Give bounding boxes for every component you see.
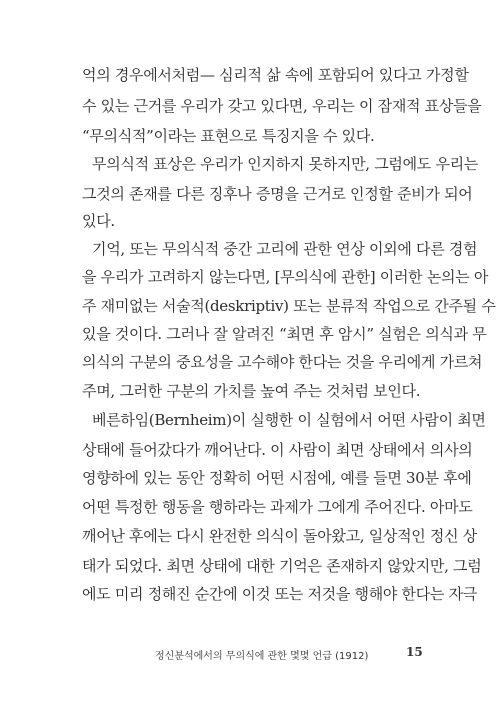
text-line: 기억, 또는 무의식적 중간 고리에 관한 연상 이외에 다른 경험 [92,240,478,258]
text-line: “무의식적”이라는 표현으로 특징지을 수 있다. [82,127,375,145]
text-line: 주 재미없는 서술적(deskriptiv) 또는 분류적 작업으로 간주될 수 [82,297,496,315]
text-line: 을 우리가 고려하지 않는다면, [무의식에 관한] 이러한 논의는 아 [82,268,489,286]
text-line: 있다. [82,212,115,230]
text-line: 있을 것이다. 그러나 잘 알려진 “최면 후 암시” 실험은 의식과 무 [82,325,487,343]
text-line: 베른하임(Bernheim)이 실행한 이 실험에서 어떤 사람이 최면 [92,411,486,429]
text-line: 무의식적 표상은 우리가 인지하지 못하지만, 그럼에도 우리는 [92,155,479,173]
text-line: 억의 경우에서처럼— 심리적 삶 속에 포함되어 있다고 가정할 [82,66,469,84]
page-number: 15 [406,645,423,659]
text-line: 깨어난 후에는 다시 완전한 의식이 돌아왔고, 일상적인 정신 상 [82,527,477,545]
running-title: 정신분석에서의 무의식에 관한 몇몇 언급 (1912) [155,651,369,662]
text-line: 영향하에 있는 동안 정확히 어떤 시점에, 예를 들면 30분 후에 [82,469,472,487]
text-line: 태가 되었다. 최면 상태에 대한 기억은 존재하지 않았지만, 그럼 [82,557,482,575]
text-line: 그것의 존재를 다른 징후나 증명을 근거로 인정할 준비가 되어 [82,185,473,203]
text-line: 주며, 그러한 구분의 가치를 높여 주는 것처럼 보인다. [82,382,421,400]
text-line: 어떤 특정한 행동을 행하라는 과제가 그에게 주어진다. 아마도 [82,498,473,516]
text-line: 수 있는 근거를 우리가 갖고 있다면, 우리는 이 잠재적 표상들을 [82,97,482,115]
text-line: 에도 미리 정해진 순간에 이것 또는 저것을 행해야 한다는 자극 [82,585,477,603]
text-line: 상태에 들어갔다가 깨어난다. 이 사람이 최면 상태에서 의사의 [82,441,473,459]
text-line: 의식의 구분의 중요성을 고수해야 한다는 것을 우리에게 가르쳐 [82,353,483,371]
